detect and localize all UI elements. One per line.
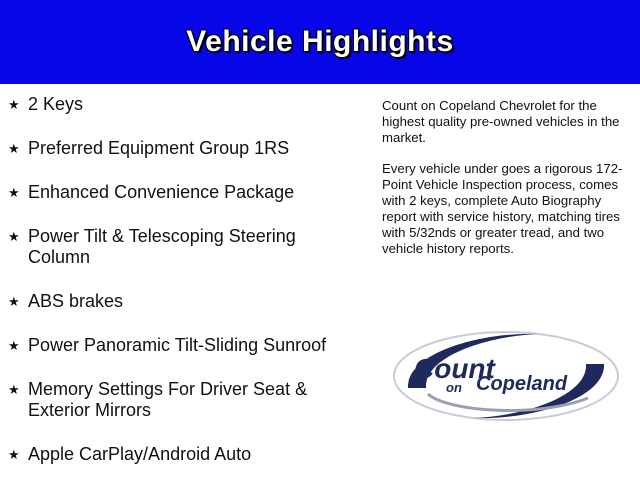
- info-paragraph: Every vehicle under goes a rigorous 172-Point Vehicle Inspection process, comes with 2 keys, complete Auto Biography report with service history, matching tires with 5/32nds or greater tread, and two vehicle history reports.: [382, 161, 623, 256]
- star-icon: ★: [8, 382, 20, 397]
- feature-list: [8, 94, 353, 488]
- header-banner: [0, 0, 640, 84]
- feature-label: Apple CarPlay/Android Auto: [28, 444, 252, 464]
- star-icon: ★: [8, 185, 20, 200]
- feature-item: [8, 182, 353, 203]
- feature-label: ABS brakes: [28, 291, 124, 311]
- feature-label: Power Panoramic Tilt-Sliding Sunroof: [28, 335, 327, 355]
- feature-item: [8, 291, 353, 312]
- feature-label: Memory Settings For Driver Seat & Exterior Mirrors: [28, 379, 308, 420]
- feature-item: [8, 94, 353, 115]
- star-icon: ★: [8, 141, 20, 156]
- info-paragraph: Count on Copeland Chevrolet for the highest quality pre-owned vehicles in the market.: [382, 98, 620, 145]
- feature-label: Preferred Equipment Group 1RS: [28, 138, 290, 158]
- logo-text-count: Count: [414, 353, 495, 384]
- logo-text-copeland: Copeland: [476, 373, 568, 395]
- feature-item: [8, 379, 353, 421]
- star-icon: ★: [8, 294, 20, 309]
- feature-label: 2 Keys: [28, 94, 84, 114]
- star-icon: ★: [8, 229, 20, 244]
- feature-item: [8, 335, 353, 356]
- star-icon: ★: [8, 447, 20, 462]
- feature-item: [8, 226, 353, 268]
- feature-item: [8, 444, 353, 465]
- logo-text-on: on: [446, 380, 462, 395]
- dealer-info: [382, 98, 634, 272]
- feature-label: Power Tilt & Telescoping Steering Column: [28, 226, 296, 267]
- star-icon: ★: [8, 338, 20, 353]
- count-on-copeland-logo: [388, 326, 624, 426]
- feature-item: [8, 138, 353, 159]
- page-title: Vehicle Highlights: [186, 25, 454, 58]
- feature-label: Enhanced Convenience Package: [28, 182, 295, 202]
- logo-exclamation: !: [580, 359, 593, 401]
- star-icon: ★: [8, 97, 20, 112]
